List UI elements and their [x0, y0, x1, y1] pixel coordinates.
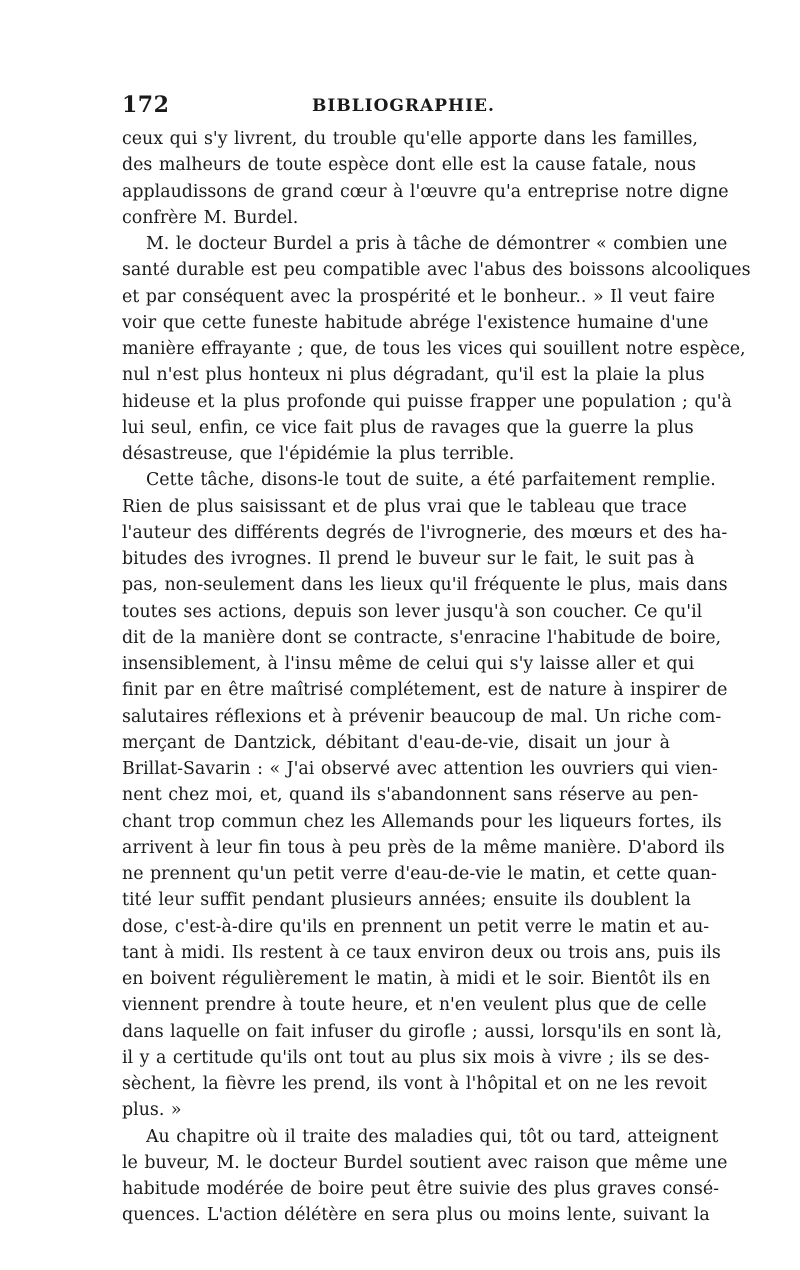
text-line: Au chapitre où il traite des maladies qui, tôt ou tard, atteignent — [146, 1126, 719, 1147]
text-line: dose, c'est-à-dire qu'ils en prennent un petit verre le matin et au- — [122, 916, 710, 937]
text-line: habitude modérée de boire peut être suivie des plus graves consé- — [122, 1179, 720, 1199]
page-number: 172 — [122, 92, 170, 118]
text-line: sèchent, la fièvre les prend, ils vont à l'hôpital et on ne les revoit — [122, 1074, 707, 1094]
paragraph — [122, 1124, 728, 1229]
text-line: hideuse et la plus profonde qui puisse frapper une population ; qu'à — [122, 391, 732, 412]
text-line: lui seul, enfin, ce vice fait plus de ravages que la guerre la plus — [122, 417, 694, 438]
paragraph — [122, 126, 729, 231]
text-line: M. le docteur Burdel a pris à tâche de démontrer « combien une — [146, 234, 728, 254]
text-line: il y a certitude qu'ils ont tout au plus six mois à vivre ; ils se des- — [122, 1047, 710, 1068]
text-line: finit par en être maîtrisé complétement, est de nature à inspirer de — [122, 680, 728, 701]
text-line: l'auteur des différents degrés de l'ivrognerie, des mœurs et des ha- — [122, 522, 728, 543]
text-line: applaudissons de grand cœur à l'œuvre qu'a entreprise notre digne — [122, 181, 729, 202]
book-page — [122, 92, 751, 1232]
paragraph — [122, 231, 751, 467]
text-line: chant trop commun chez les Allemands pour les liqueurs fortes, ils — [122, 811, 722, 832]
text-line: désastreuse, que l'épidémie la plus terrible. — [122, 444, 515, 464]
text-line: Brillat-Savarin : « J'ai observé avec attention les ouvriers qui vien- — [122, 759, 718, 779]
text-line: viennent prendre à toute heure, et n'en veulent plus que de celle — [122, 995, 707, 1016]
text-line: ne prennent qu'un petit verre d'eau-de-vie le matin, et cette quan- — [122, 864, 717, 884]
text-line: plus. » — [122, 1100, 182, 1121]
text-line: confrère M. Burdel. — [122, 207, 299, 228]
paragraph — [122, 467, 728, 1123]
text-line: salutaires réflexions et à prévenir beaucoup de mal. Un riche com- — [122, 706, 722, 727]
text-line: quences. L'action délétère en sera plus ou moins lente, suivant la — [122, 1205, 710, 1226]
text-line: tant à midi. Ils restent à ce taux environ deux ou trois ans, puis ils — [122, 942, 721, 963]
running-title: BIBLIOGRAPHIE. — [312, 96, 495, 116]
text-line: Cette tâche, disons-le tout de suite, a été parfaitement remplie. — [146, 470, 716, 491]
text-line: pas, non-seulement dans les lieux qu'il fréquente le plus, mais dans — [122, 575, 728, 596]
text-line: et par conséquent avec la prospérité et le bonheur.. » Il veut faire — [122, 286, 715, 307]
text-line: en boivent régulièrement le matin, à midi et le soir. Bientôt ils en — [122, 969, 711, 989]
text-line: voir que cette funeste habitude abrége l'existence humaine d'une — [122, 312, 709, 333]
text-line: ceux qui s'y livrent, du trouble qu'elle apporte dans les familles, — [122, 129, 698, 149]
running-head — [122, 92, 670, 120]
text-line: dans laquelle on fait infuser du girofle ; aussi, lorsqu'ils en sont là, — [122, 1021, 722, 1042]
text-line: le buveur, M. le docteur Burdel soutient avec raison que même une — [122, 1152, 728, 1173]
text-line: tité leur suffit pendant plusieurs années; ensuite ils doublent la — [122, 890, 691, 911]
text-line: insensiblement, à l'insu même de celui qui s'y laisse aller et qui — [122, 654, 695, 674]
text-line: arrivent à leur fin tous à peu près de la même manière. D'abord ils — [122, 837, 725, 858]
text-line: bitudes des ivrognes. Il prend le buveur sur le fait, le suit pas à — [122, 549, 695, 569]
text-line: des malheurs de toute espèce dont elle est la cause fatale, nous — [122, 155, 697, 176]
text-line: nul n'est plus honteux ni plus dégradant, qu'il est la plaie la plus — [122, 365, 705, 386]
body-text — [122, 126, 751, 1229]
text-line: Rien de plus saisissant et de plus vrai que le tableau que trace — [122, 496, 687, 517]
text-line: manière effrayante ; que, de tous les vices qui souillent notre espèce, — [122, 339, 746, 359]
text-line: toutes ses actions, depuis son lever jusqu'à son coucher. Ce qu'il — [122, 601, 703, 622]
text-line: santé durable est peu compatible avec l'abus des boissons alcooliques — [122, 260, 751, 281]
text-line: merçant de Dantzick, débitant d'eau-de-vie, disait un jour à — [122, 732, 670, 753]
text-line: nent chez moi, et, quand ils s'abandonnent sans réserve au pen- — [122, 785, 699, 806]
text-line: dit de la manière dont se contracte, s'enracine l'habitude de boire, — [122, 627, 722, 648]
